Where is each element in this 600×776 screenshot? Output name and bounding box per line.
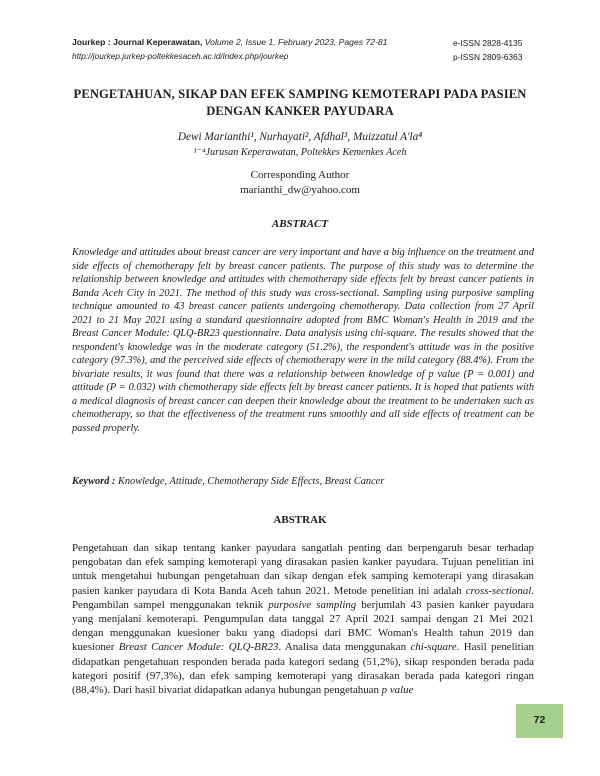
author-list: Dewi Marianthi¹, Nurhayati², Afdhal³, Muizzatul A'la⁴ (177, 131, 423, 143)
abstrak-part-4: . Analisa data menggunakan (278, 641, 411, 654)
abstrak-term-p-value: p value (381, 684, 414, 697)
abstrak-term-purposive-sampling: purposive sampling (268, 598, 357, 611)
abstrak-term-cross-sectional: cross-sectional (465, 584, 532, 597)
page-number: 72 (533, 714, 546, 726)
journal-name: Jourkep : Journal Keperawatan, (72, 37, 203, 47)
abstrak-term-chi-square: chi-square (410, 641, 457, 654)
abstract-heading: ABSTRACT (271, 218, 329, 230)
corresponding-email[interactable]: marianthi_dw@yahoo.com (240, 184, 360, 196)
abstrak-part-5: . Hasil penelitian didapatkan pengetahuan responden berada pada kategori sedang (51,2%), sikap responden berada pada kategori positif (97,3%), dan efek samping kemoterapi yang dirasakan berada pada kategori ringan (88,4%). Dari hasil bivariat didapatkan adanya hubungan pengetahuan (72, 641, 534, 697)
keywords (72, 476, 534, 487)
title-line-1: PENGETAHUAN, SIKAP DAN EFEK SAMPING KEMOTERAPI PADA PASIEN (73, 87, 527, 101)
pissn: p-ISSN 2809-6363 (453, 51, 523, 62)
journal-citation (72, 37, 387, 47)
paper-title (60, 86, 540, 120)
eissn: e-ISSN 2828-4135 (453, 38, 523, 48)
journal-volume-pages: Volume 2, Issue 1, February 2023, Pages 72-81 (202, 37, 388, 47)
abstrak-indonesian-text (72, 541, 534, 697)
journal-url[interactable]: http://jourkep.jurkep-poltekkesaceh.ac.id/index.php/jourkep (72, 51, 289, 61)
keywords-label: Keyword : (72, 476, 116, 487)
abstrak-part-1: Pengetahuan dan sikap tentang kanker payudara sangatlah penting dan berpengaruh besar terhadap pengobatan dan efek samping kemoterapi yang dirasakan pasien kanker payudara. Tujuan penelitian ini untuk mengetahui hubungan pengetahuan dan sikap dengan efek samping kemoterapi yang dirasakan pasien kanker payudara di Kota Banda Aceh tahun 2021. Metode penelitian ini adalah (72, 542, 534, 597)
abstrak-term-qlq-br23: Breast Cancer Module: QLQ-BR23 (118, 641, 279, 654)
page-number-box (516, 704, 563, 738)
corresponding-label: Corresponding Author (250, 169, 350, 181)
title-line-2: DENGAN KANKER PAYUDARA (206, 104, 394, 118)
abstrak-part-2: . Pengambilan sampel menggunakan teknik (72, 584, 534, 611)
affiliation: ¹⁻⁴Jurusan Keperawatan, Poltekkes Kemenkes Aceh (193, 147, 407, 158)
abstract-english-text: Knowledge and attitudes about breast cancer are very important and have a big influence on the treatment and side effects of chemotherapy felt by breast cancer patients. The purpose of this study was to determine the relationship between knowledge and attitudes with chemotherapy side effects felt by breast cancer patients in Banda Aceh City in 2021. The method of this study was cross-sectional. Sampling using purposive sampling technique amounted to 43 breast cancer patients undergoing chemotherapy. Data collection from 27 April 2021 to 21 May 2021 using a standard questionnaire adopted from BMC Woman's Health in 2019 and the Breast Cancer Module: QLQ-BR23 questionnaire. Data analysis using chi-square. The results showed that the respondent's knowledge was in the moderate category (51.2%), the respondent's attitude was in the positive category (97.3%), and the perceived side effects of chemotherapy were in the mild category (88.4%). From the bivariate results, it was found that there was a relationship between knowledge of p value (P = 0.001) and attitude (P = 0.032) with chemotherapy side effects felt by breast cancer patients. It is hoped that patients with a medical diagnosis of breast cancer can deepen their knowledge about the treatment to be undertaken such as chemotherapy, so that the effectiveness of the treatment runs smoothly and all side effects of treatment can be passed properly. (72, 247, 534, 434)
issn-block (453, 37, 522, 64)
keywords-list: Knowledge, Attitude, Chemotherapy Side Effects, Breast Cancer (115, 476, 385, 487)
abstrak-heading: ABSTRAK (273, 514, 327, 526)
corresponding-author (60, 168, 540, 198)
abstrak-part-3: berjumlah 43 pasien kanker payudara yang menjalani kemoterapi. Pengumpulan data tanggal 27 April 2021 sampai dengan 21 Mei 2021 dengan menggunakan kuesioner baku yang diadopsi dari BMC Woman's Health tahun 2019 dan kuesioner (72, 598, 534, 654)
